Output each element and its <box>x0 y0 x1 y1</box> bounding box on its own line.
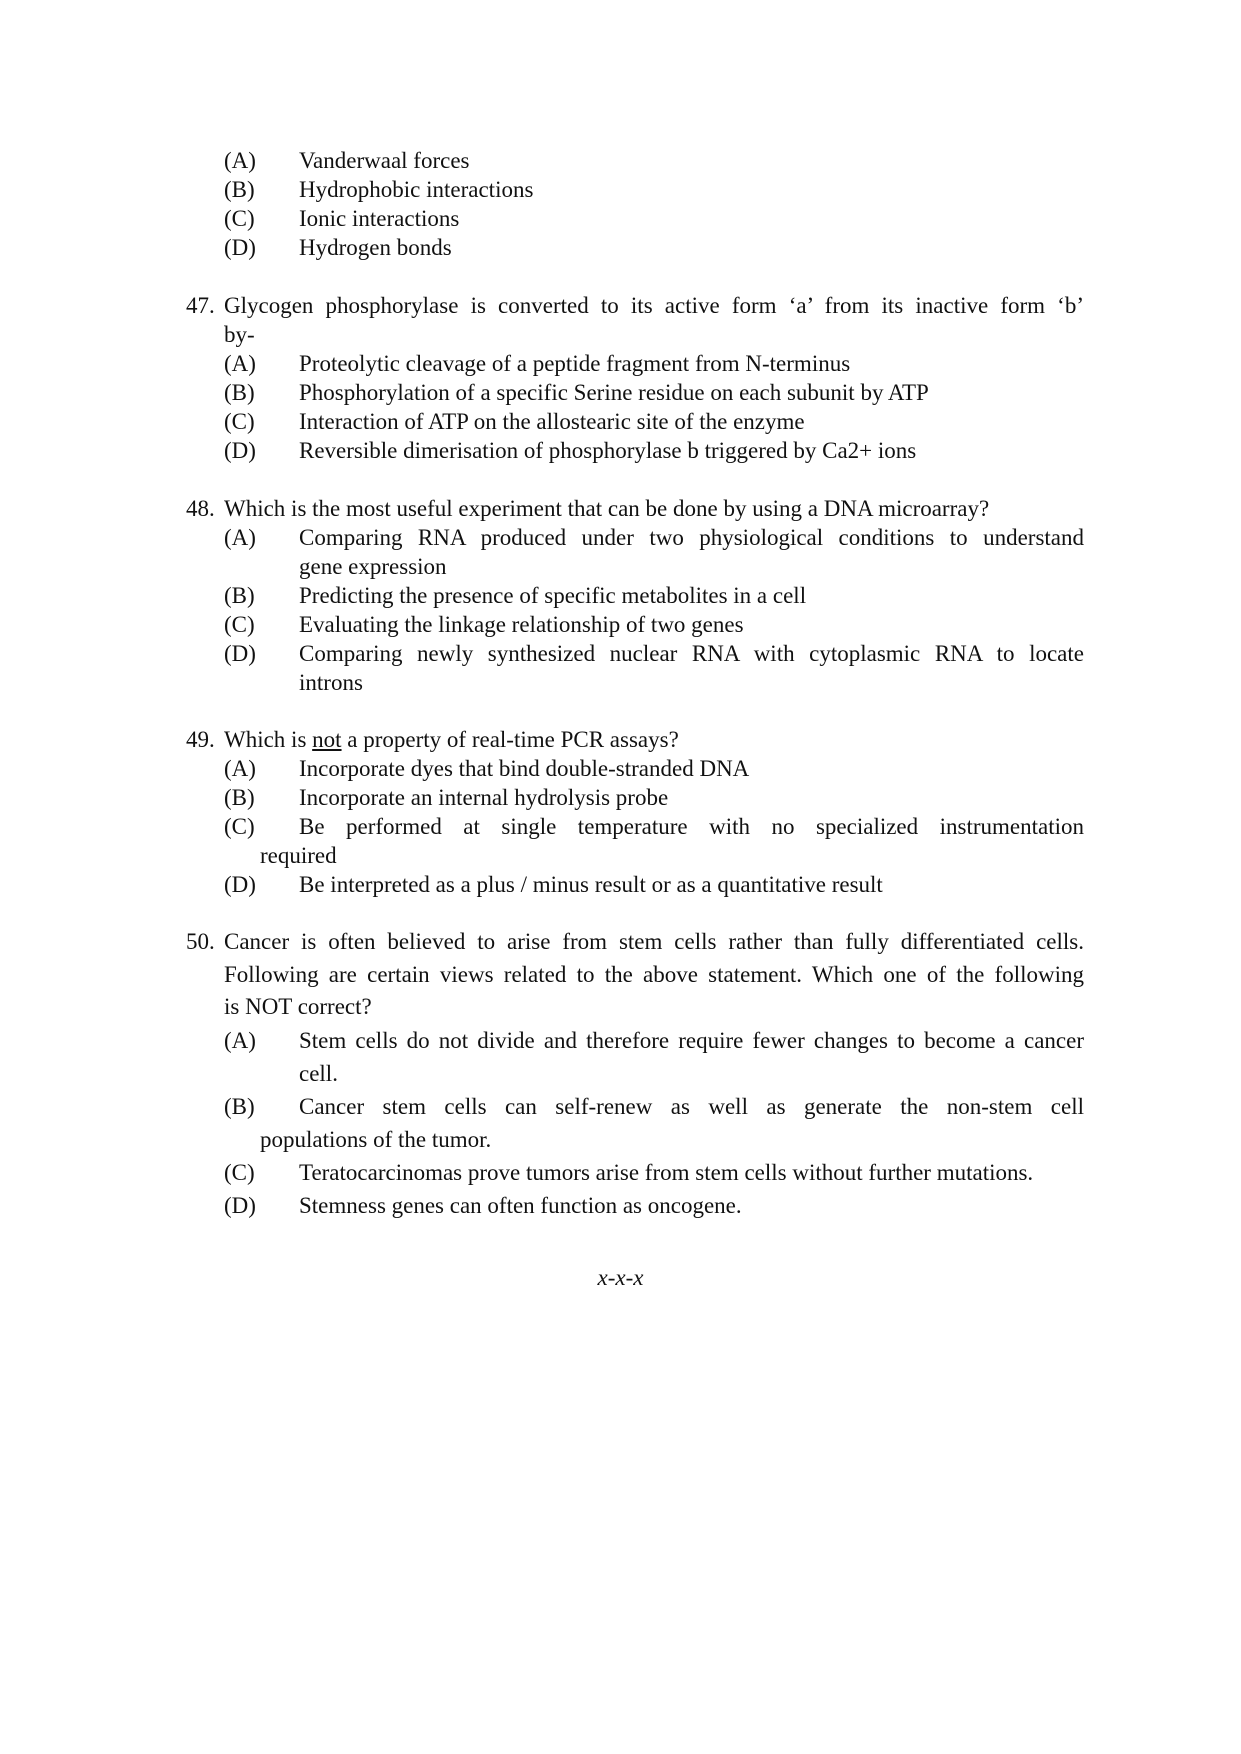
option-label: (C) <box>224 409 255 434</box>
option-d <box>224 436 1084 465</box>
option-label: (D) <box>224 438 256 463</box>
option-text-line: Cancer stem cells can self-renew as well as generate the non-stem cell <box>299 1094 1084 1119</box>
option-text: Interaction of ATP on the allostearic site of the enzyme <box>299 409 805 434</box>
option-text: Vanderwaal forces <box>299 148 470 173</box>
option-label: (D) <box>224 872 256 897</box>
option-text: Hydrogen bonds <box>299 235 452 260</box>
option-b <box>224 783 1084 812</box>
stem-text: Which is <box>224 727 313 752</box>
option-label: (B) <box>224 380 255 405</box>
option-b <box>224 1090 1084 1156</box>
option-text-line: Be performed at single temperature with no specialized instrumentation <box>299 814 1084 839</box>
option-text: Predicting the presence of specific metabolites in a cell <box>299 583 807 608</box>
stem-underlined-word: not <box>312 727 342 752</box>
option-a <box>224 349 1084 378</box>
option-d <box>224 233 1084 262</box>
option-c <box>224 610 1084 639</box>
question-stem-line: is NOT correct? <box>224 994 372 1019</box>
question-49 <box>186 725 1084 754</box>
option-text: Proteolytic cleavage of a peptide fragment from N-terminus <box>299 351 851 376</box>
option-a <box>224 523 1084 581</box>
option-text: Evaluating the linkage relationship of two genes <box>299 612 744 637</box>
option-label: (C) <box>224 1160 255 1185</box>
option-text: Reversible dimerisation of phosphorylase b triggered by Ca2+ ions <box>299 438 917 463</box>
option-label: (C) <box>224 612 255 637</box>
option-b <box>224 581 1084 610</box>
question-50 <box>186 926 1084 1024</box>
option-text-line: cell. <box>299 1061 338 1086</box>
question-48 <box>186 494 1084 523</box>
option-label: (C) <box>224 206 255 231</box>
option-label: (D) <box>224 1193 256 1218</box>
option-label: (B) <box>224 785 255 810</box>
option-c <box>224 407 1084 436</box>
option-label: (C) <box>224 814 255 839</box>
option-c <box>224 204 1084 233</box>
question-stem: Which is the most useful experiment that can be done by using a DNA microarray? <box>224 496 990 521</box>
option-d <box>224 1189 1084 1222</box>
option-b <box>224 378 1084 407</box>
question-number: 48. <box>186 496 215 521</box>
option-text-line: Stem cells do not divide and therefore require fewer changes to become a cancer <box>299 1028 1084 1053</box>
question-number: 49. <box>186 727 215 752</box>
option-label: (A) <box>224 351 256 376</box>
question-stem <box>186 725 1084 754</box>
option-text-line: introns <box>299 670 363 695</box>
option-label: (B) <box>224 583 255 608</box>
option-text: Incorporate dyes that bind double-stranded DNA <box>299 756 750 781</box>
option-text-line: required <box>260 843 337 868</box>
option-label: (B) <box>224 177 255 202</box>
option-c <box>224 812 1084 870</box>
option-label: (A) <box>224 756 256 781</box>
option-d <box>224 639 1084 697</box>
option-text: Ionic interactions <box>299 206 460 231</box>
option-a <box>224 146 1084 175</box>
question-stem-line: by- <box>224 322 255 347</box>
option-d <box>224 870 1084 899</box>
question-stem-line: Cancer is often believed to arise from stem cells rather than fully differentiated cells. <box>224 929 1084 954</box>
option-a <box>224 1024 1084 1090</box>
option-text: Stemness genes can often function as oncogene. <box>299 1193 742 1218</box>
option-label: (B) <box>224 1094 255 1119</box>
option-text: Phosphorylation of a specific Serine residue on each subunit by ATP <box>299 380 929 405</box>
question-47 <box>186 291 1084 349</box>
question-number: 47. <box>186 293 215 318</box>
option-text: Teratocarcinomas prove tumors arise from stem cells without further mutations. <box>299 1160 1034 1185</box>
option-text: Hydrophobic interactions <box>299 177 534 202</box>
option-a <box>224 754 1084 783</box>
option-c <box>224 1156 1084 1189</box>
option-text-line: gene expression <box>299 554 447 579</box>
question-stem-line: Glycogen phosphorylase is converted to its active form ‘a’ from its inactive form ‘b’ <box>224 293 1084 318</box>
option-text-line: Comparing newly synthesized nuclear RNA with cytoplasmic RNA to locate <box>299 641 1084 666</box>
option-label: (D) <box>224 235 256 260</box>
end-of-paper-marker: x-x-x <box>597 1265 644 1290</box>
option-text-line: populations of the tumor. <box>260 1127 492 1152</box>
option-label: (A) <box>224 1028 256 1053</box>
option-label: (A) <box>224 525 256 550</box>
stem-text: a property of real-time PCR assays? <box>341 727 679 752</box>
question-stem-line: Following are certain views related to the above statement. Which one of the following <box>224 961 1084 987</box>
option-label: (A) <box>224 148 256 173</box>
option-text: Be interpreted as a plus / minus result or as a quantitative result <box>299 872 883 897</box>
option-text: Incorporate an internal hydrolysis probe <box>299 785 669 810</box>
option-text-line: Comparing RNA produced under two physiological conditions to understand <box>299 525 1084 550</box>
option-label: (D) <box>224 641 256 666</box>
question-number: 50. <box>186 929 215 954</box>
option-b <box>224 175 1084 204</box>
